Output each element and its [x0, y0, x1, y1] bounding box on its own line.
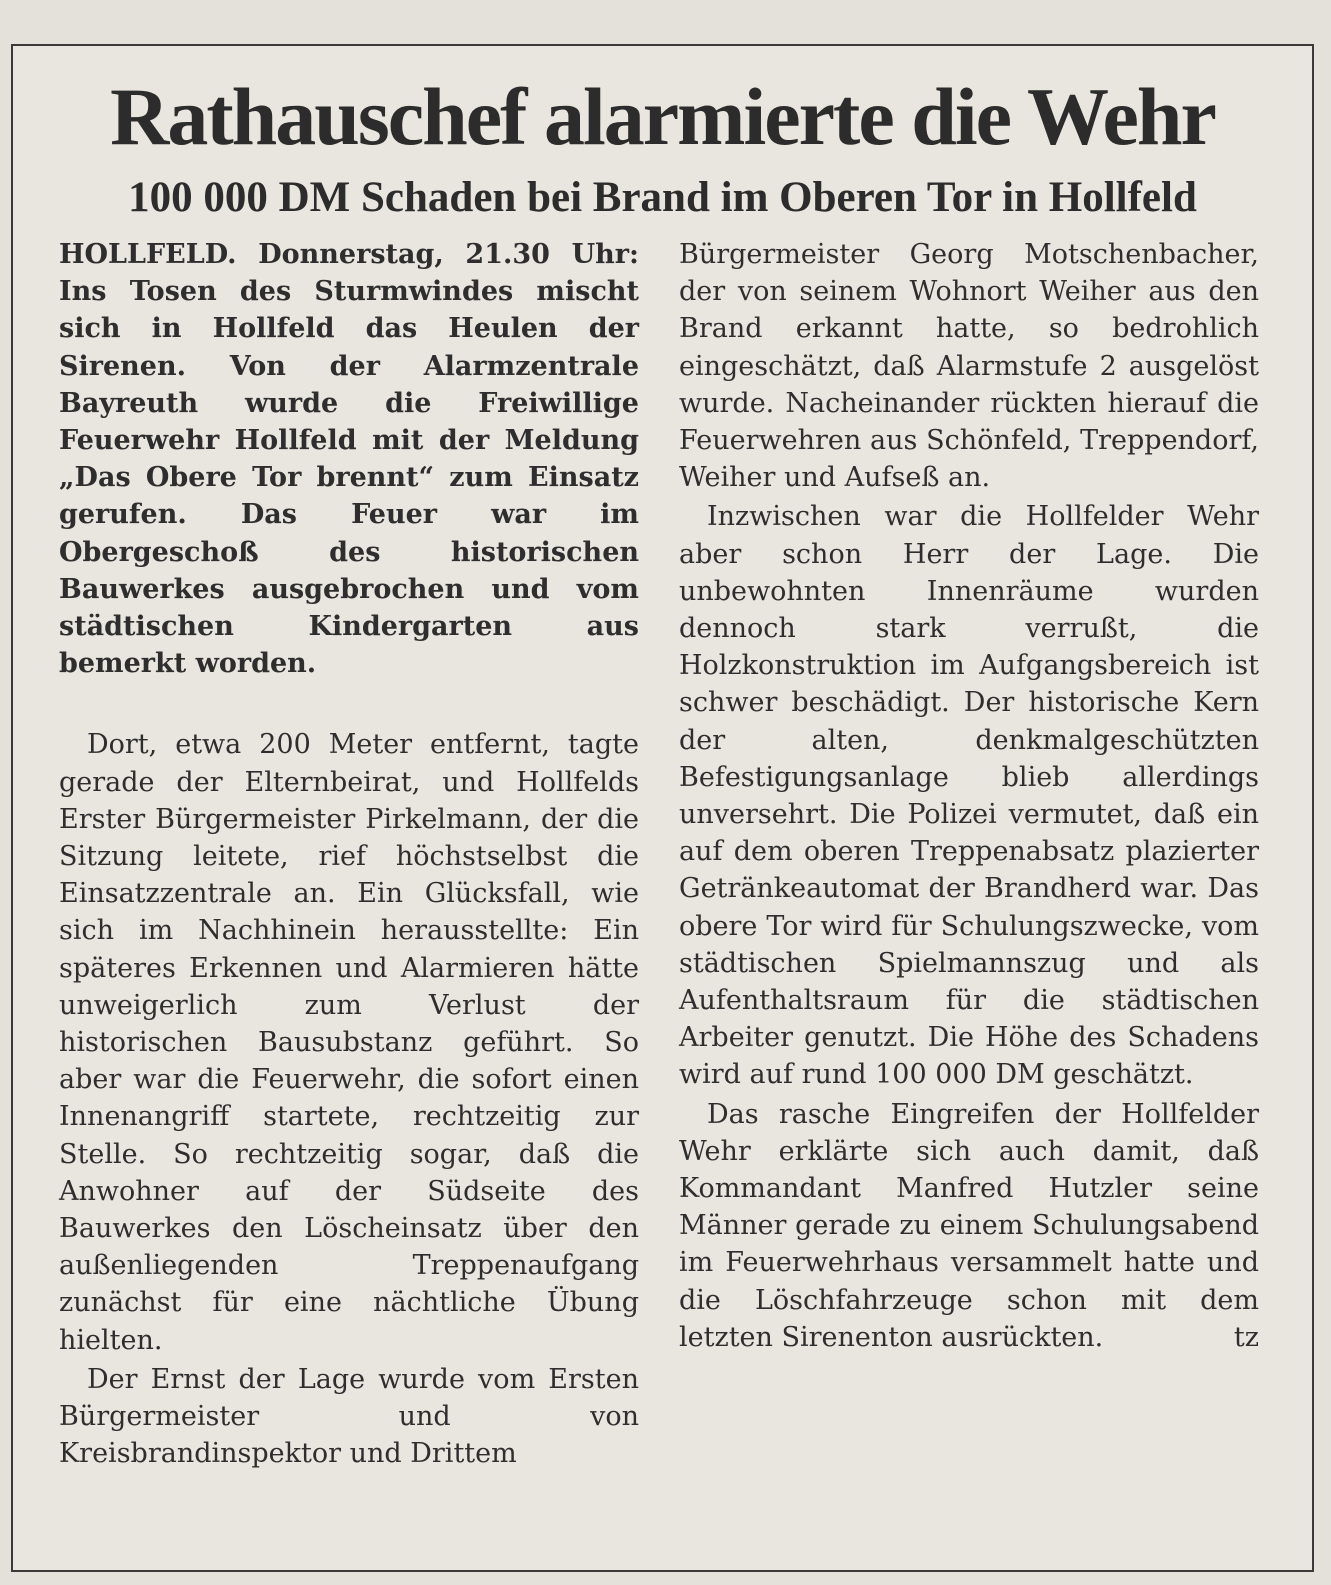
lead-paragraph: HOLLFELD. Donnerstag, 21.30 Uhr: Ins Tosen des Sturmwindes mischt sich in Hollfeld das Heulen der Sirenen. Von der Alarmzentrale Bayreuth wurde die Freiwillige Feuerwehr Hollfeld mit der Meldung „Das Obere Tor brennt“ zum Einsatz gerufen. Das Feuer war im Obergeschoß des historischen Bauwerkes ausgebrochen und vom städtischen Kindergarten aus bemerkt worden. — [59, 239, 639, 680]
column-right — [679, 236, 1259, 1356]
headline: Rathauschef alarmierte die Wehr — [110, 71, 1215, 162]
column-left — [59, 236, 639, 1473]
author-signature: tz — [1233, 1321, 1259, 1353]
body-paragraph-3: Inzwischen war die Hollfelder Wehr aber schon Herr der Lage. Die unbewohnten Innenräume wurden dennoch stark verrußt, die Holzkonstruktion im Aufgangsbereich ist schwer beschädigt. Der historische Kern der alten, denkmalgeschützten Befestigungsanlage blieb allerdings unversehrt. Die Polizei vermutet, daß ein auf dem oberen Treppenabsatz plazierter Getränkeautomat der Brandherd war. Das obere Tor wird für Schulungszwecke, vom städtischen Spielmannszug und als Aufenthaltsraum für die städtischen Arbeiter genutzt. Die Höhe des Schadens wird auf rund 100 000 DM geschätzt. — [679, 501, 1259, 1091]
body-paragraph-2-start: Der Ernst der Lage wurde vom Ersten Bürgermeister und von Kreisbrandinspektor und Drittem — [59, 1363, 639, 1470]
body-paragraph-4 — [679, 1096, 1259, 1356]
subheadline: 100 000 DM Schaden bei Brand im Oberen Tor in Hollfeld — [128, 174, 1197, 221]
body-paragraph-2-continued: Bürgermeister Georg Motschenbacher, der von seinem Wohnort Weiher aus den Brand erkannt hatte, so bedrohlich eingeschätzt, daß Alarmstufe 2 ausgelöst wurde. Nacheinander rückten hierauf die Feuerwehren aus Schönfeld, Treppendorf, Weiher und Aufseß an. — [679, 239, 1259, 494]
newspaper-clipping — [11, 44, 1314, 1572]
body-paragraph-4-text: Das rasche Eingreifen der Hollfelder Wehr erklärte sich auch damit, daß Kommandant Manfred Hutzler seine Männer gerade zu einem Schulungsabend im Feuerwehrhaus versammelt hatte und die Löschfahrzeuge schon mit dem letzten Sirenenton ausrückten. — [679, 1098, 1259, 1353]
body-paragraph-1: Dort, etwa 200 Meter entfernt, tagte gerade der Elternbeirat, und Hollfelds Erster Bürgermeister Pirkelmann, der die Sitzung leitete, rief höchstselbst die Einsatzzentrale an. Ein Glücksfall, wie sich im Nachhinein herausstellte: Ein späteres Erkennen und Alarmieren hätte unweigerlich zum Verlust der historischen Bausubstanz geführt. So aber war die Feuerwehr, die sofort einen Innenangriff startete, rechtzeitig zur Stelle. So rechtzeitig sogar, daß die Anwohner auf der Südseite des Bauwerkes den Löscheinsatz über den außenliegenden Treppenaufgang zunächst für eine nächtliche Übung hielten. — [59, 729, 639, 1356]
